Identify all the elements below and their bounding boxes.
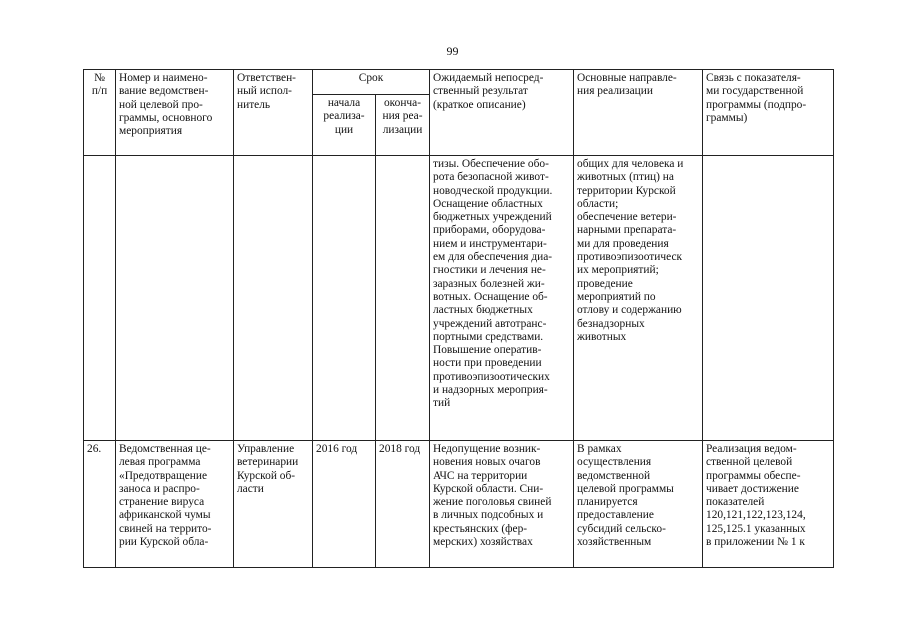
cont-start-cell	[313, 156, 376, 441]
header-num: № п/п	[84, 70, 116, 156]
continuation-row	[84, 156, 834, 441]
header-start: начала реализа- ции	[313, 95, 376, 156]
cont-directions: общих для человека и животных (птиц) на территории Курской области; обеспечение ветери- нарными препарата- ми для проведения противоэпизоотическ их мероприятий; проведение мероприятий по отлову и содержанию безнадзорных животных	[574, 156, 703, 441]
header-result: Ожидаемый непосред- ственный результат (краткое описание)	[430, 70, 574, 156]
row26-directions: В рамках осуществления ведомственной целевой программы планируется предоставление субсидий сельско- хозяйственным	[574, 441, 703, 568]
header-link: Связь с показателя- ми государственной программы (подпро- граммы)	[703, 70, 834, 156]
cont-end-cell	[376, 156, 430, 441]
cont-link-cell	[703, 156, 834, 441]
header-term: Срок	[313, 70, 430, 95]
header-row	[84, 70, 834, 95]
page-number: 99	[446, 44, 459, 58]
row26-program: Ведомственная це- левая программа «Предотвращение заноса и распро- странение вируса африканской чумы свиней на террито- рии Курской обла-	[116, 441, 234, 568]
row26-result: Недопущение возник- новения новых очагов АЧС на территории Курской области. Сни- жение поголовья свиней в личных подсобных и крестьянских (фер- мерских) хозяйствах	[430, 441, 574, 568]
row26-num: 26.	[84, 441, 116, 568]
row26-responsible: Управление ветеринарии Курской об- ласти	[234, 441, 313, 568]
row26-start: 2016 год	[313, 441, 376, 568]
header-end: оконча- ния реа- лизации	[376, 95, 430, 156]
header-directions: Основные направле- ния реализации	[574, 70, 703, 156]
header-responsible: Ответствен- ный испол- нитель	[234, 70, 313, 156]
header-program: Номер и наимено- вание ведомствен- ной целевой про- граммы, основного мероприятия	[116, 70, 234, 156]
row-26	[84, 441, 834, 568]
cont-result: тизы. Обеспечение обо- рота безопасной живот- новодческой продукции. Оснащение областных бюджетных учреждений приборами, оборудова- нием и инструментари- ем для обеспечения диа- гностики и лечения не- заразных болезней жи- вотных. Оснащение об- ластных бюджетных учреждений автотранс- портными средствами. Повышение оператив- ности при проведении противоэпизоотических и надзорных мероприя- тий	[430, 156, 574, 441]
program-table	[83, 69, 834, 568]
row26-end: 2018 год	[376, 441, 430, 568]
row26-link: Реализация ведом- ственной целевой программы обеспе- чивает достижение показателей 120,121,122,123,124, 125,125.1 указанных в приложении № 1 к	[703, 441, 834, 568]
cont-num-cell	[84, 156, 116, 441]
cont-responsible-cell	[234, 156, 313, 441]
cont-program-cell	[116, 156, 234, 441]
